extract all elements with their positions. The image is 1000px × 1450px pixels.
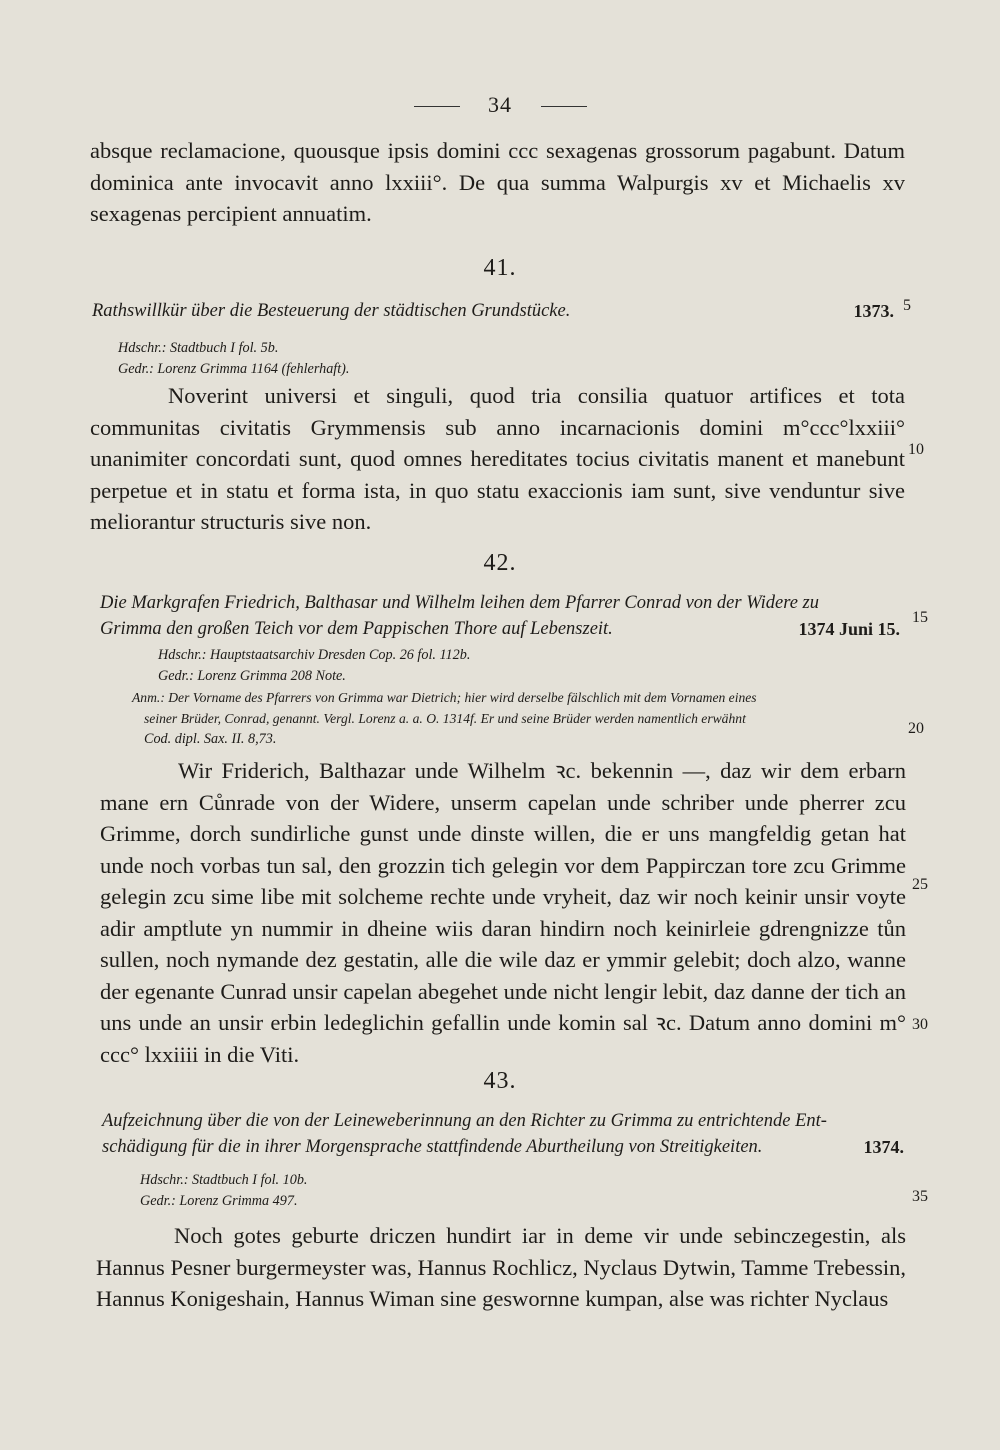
margin-line-number: 10 [908,441,924,458]
entry-42-text: Wir Friderich, Balthazar unde Wilhelm ꝛc. bekennin —, daz wir dem erbarn mane ern Cůnrade von der Widere, unserm capelan unde schriber unde pherrer zcu Grimme, dorch sundirliche gunst unde dinste willen, die er uns mangfeldig getan hat unde noch vorbas tun sal, den grozzin tich gelegin vor dem Pappirczan tore zcu Grimme gelegin zcu sime libe mit solcheme rechte unde vryheit, daz wir noch keinir unsir voyte adir amptlute yn nummir in dheine wiis daran hindirn noch keinirleie gdrengnizze tůn sullen, noch nymande dez gestatin, alle die wile daz er ymmir gelebit; doch alzo, wanne der egenante Cunrad unsir capelan abegehet unde nicht lengir lebit, daz danne der tich an uns unde an unsir erbin ledeglichin gefallin unde komin sal ꝛc. Datum anno domini m° ccc° lxxiiii in die Viti. [100,758,906,1067]
margin-line-number: 20 [908,720,924,737]
margin-line-number: 5 [903,297,911,314]
entry-43-title-line2: schädigung für die in ihrer Morgensprache stattfindende Aburtheilung von Streitigkeiten. [102,1137,763,1157]
header-rule-right [541,106,587,107]
source-line: Gedr.: Lorenz Grimma 1164 (fehlerhaft). [118,361,350,377]
entry-42-date: 1374 Juni 15. [798,619,900,639]
entry-42-heading [100,590,900,642]
entry-42-number: 42. [483,550,517,576]
source-line: Hdschr.: Stadtbuch I fol. 5b. [118,340,279,356]
margin-line-number: 25 [912,876,928,893]
source-line: Hdschr.: Hauptstaatsarchiv Dresden Cop. 26 fol. 112b. [158,647,471,663]
margin-line-number: 35 [912,1188,928,1205]
source-line: Hdschr.: Stadtbuch I fol. 10b. [140,1172,308,1188]
entry-42-title-line2: Grimma den großen Teich vor dem Pappischen Thore auf Lebenszeit. [100,619,613,639]
entry-42-title-line1: Die Markgrafen Friedrich, Balthasar und Wilhelm leihen dem Pfarrer Conrad von der Widere zu [100,593,820,613]
entry-41-date: 1373. [853,301,894,321]
entry-41-text: Noverint universi et singuli, quod tria consilia quatuor artifices et tota communitas civitatis Grymmensis sub anno incarnacionis domini m°ccc°lxxiii° unanimiter concordati sunt, quod omnes hereditates tocius civitatis manent et manebunt perpetue et in statu et forma ista, in quo statu exaccionis iam sunt, sive venduntur sive meliorantur structuris sive non. [90,383,905,534]
entry-42-sources [132,645,903,750]
source-line: Cod. dipl. Sax. II. 8,73. [144,731,277,747]
source-line: Anm.: Der Vorname des Pfarrers von Grimma war Dietrich; hier wird derselbe fälschlich mit dem Vornamen eines [132,690,757,705]
entry-43-sources [140,1170,900,1212]
margin-line-number: 15 [912,609,928,626]
entry-43-text: Noch gotes geburte driczen hundirt iar in deme vir unde sebinczegestin, als Hannus Pesner burgermeyster was, Hannus Rochlicz, Nyclaus Dytwin, Tamme Trebessin, Hannus Konigeshain, Hannus Wiman sine geswornne kumpan, alse was richter Nyclaus [96,1223,906,1311]
page-number: 34 [488,92,512,117]
page-header [0,92,1000,118]
entry-41-heading [92,298,894,324]
source-line: Gedr.: Lorenz Grimma 208 Note. [158,668,346,684]
entry-43-title-line1: Aufzeichnung über die von der Leineweberinnung an den Richter zu Grimma zu entrichtende Ent- [102,1111,827,1131]
entry-43-date: 1374. [863,1137,904,1157]
margin-line-number: 30 [912,1016,928,1033]
entry-41-title: Rathswillkür über die Besteuerung der städtischen Grundstücke. [92,301,571,321]
header-rule-left [414,106,460,107]
entry-41-number: 41. [483,255,517,281]
entry-43-number: 43. [483,1068,517,1094]
entry-41-sources [118,338,878,380]
intro-paragraph: absque reclamacione, quousque ipsis domini ccc sexagenas grossorum pagabunt. Datum dominica ante invocavit anno lxxiii°. De qua summa Walpurgis xv et Michaelis xv sexagenas percipient annuatim. [90,138,905,226]
source-line: seiner Brüder, Conrad, genannt. Vergl. Lorenz a. a. O. 1314f. Er und seine Brüder werden namentlich erwähnt [144,711,746,726]
entry-43-heading [102,1108,904,1160]
source-line: Gedr.: Lorenz Grimma 497. [140,1193,298,1209]
